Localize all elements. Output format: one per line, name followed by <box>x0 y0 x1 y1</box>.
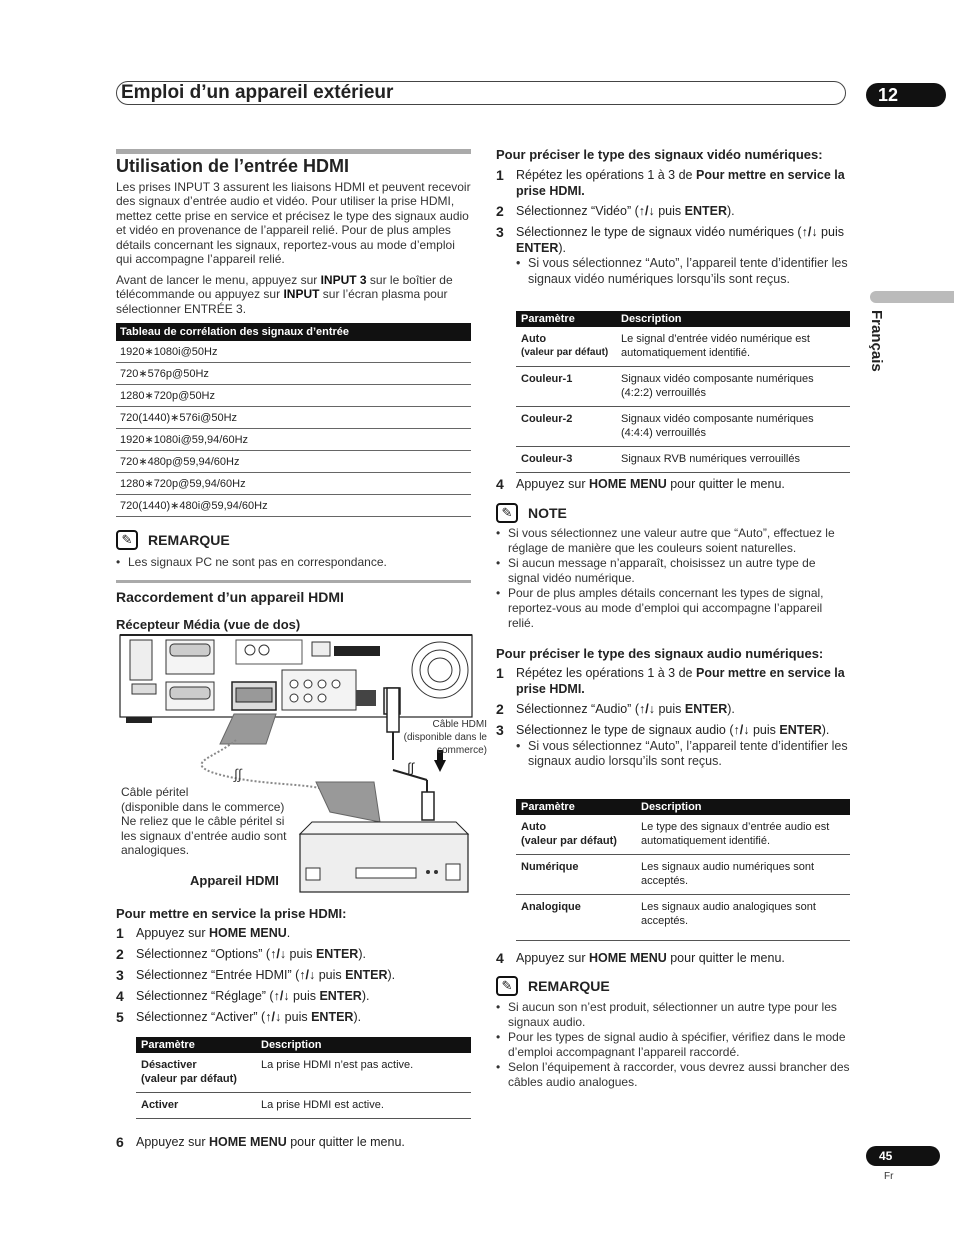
list-item: • Pour de plus amples détails concernant les types de signal, reportez-vous au mode d’emploi qui accompagne l’appareil relié. <box>496 586 824 630</box>
up-down-arrow-icon: ↑/↓ <box>638 702 655 716</box>
table-row: Auto (valeur par défaut) Le signal d’entrée vidéo numérique est automatiquement identifié. <box>516 327 850 367</box>
up-down-arrow-icon: ↑/↓ <box>801 225 818 239</box>
audio-title: Pour préciser le type des signaux audio numériques: <box>496 646 824 661</box>
enable-param-table: Paramètre Description Désactiver (valeur par défaut) La prise HDMI n’est pas active. Activer La prise HDMI est active. <box>136 1037 471 1119</box>
table-row: 1920∗1080i@50Hz <box>116 341 471 363</box>
step-4: 4 Appuyez sur HOME MENU pour quitter le menu. <box>496 476 785 492</box>
language-tab <box>870 291 954 303</box>
table-row: 1280∗720p@50Hz <box>116 385 471 407</box>
step-6: 6 Appuyez sur HOME MENU pour quitter le menu. <box>116 1134 405 1150</box>
note-list <box>496 526 850 631</box>
step-2: 2 Sélectionnez “Options” (↑/↓ puis ENTER). <box>116 946 366 962</box>
page-number: 45 <box>866 1146 940 1166</box>
section-rule <box>116 580 471 583</box>
note-title: NOTE <box>528 505 567 521</box>
svg-text:∫∫: ∫∫ <box>407 760 415 775</box>
table-row: 720(1440)∗480i@59,94/60Hz <box>116 495 471 517</box>
hdmi-device-label: Appareil HDMI <box>190 873 279 888</box>
list-item: • Pour les types de signal audio à spécifier, vérifiez dans le mode d’emploi accompagnant l’appareil raccordé. <box>496 1030 846 1059</box>
table-row: Couleur-1 Signaux vidéo composante numériques (4:2:2) verrouillés <box>516 367 850 407</box>
audio-steps <box>496 666 850 770</box>
enable-title: Pour mettre en service la prise HDMI: <box>116 906 347 921</box>
video-param-table: Paramètre Description Auto (valeur par défaut) Le signal d’entrée vidéo numérique est automatiquement identifié. Couleur-1 Signaux vidéo composante numériques (4:2:2) verrouillés Couleur-2 Signaux vidéo composante numériques (4:4:4) verrouillés Couleur-3 Signaux RVB numériques verrouillés <box>516 311 850 473</box>
step-5: 5 Sélectionnez “Activer” (↑/↓ puis ENTER). <box>116 1009 362 1025</box>
table-row: Analogique Les signaux audio analogiques sont acceptés. <box>516 895 850 941</box>
remark-title: REMARQUE <box>528 978 610 994</box>
section-title: Utilisation de l’entrée HDMI <box>116 156 350 176</box>
up-down-arrow-icon: ↑/↓ <box>638 204 655 218</box>
connection-title: Raccordement d’un appareil HDMI <box>116 589 344 605</box>
audio-param-table: Paramètre Description Auto (valeur par défaut) Le type des signaux d’entrée audio est automatiquement identifié. Numérique Les signaux audio numériques sont acceptés. Analogique Les signaux audio analogiques sont acceptés. <box>516 799 850 941</box>
table-row: Numérique Les signaux audio numériques sont acceptés. <box>516 855 850 895</box>
step-3: 3 Sélectionnez le type de signaux audio (↑/↓ puis ENTER). <box>496 722 830 738</box>
table-row: 720∗480p@59,94/60Hz <box>116 451 471 473</box>
svg-text:∫∫: ∫∫ <box>234 766 242 782</box>
up-down-arrow-icon: ↑/↓ <box>273 989 290 1003</box>
step-4: 4 Appuyez sur HOME MENU pour quitter le menu. <box>496 950 785 966</box>
up-down-arrow-icon: ↑/↓ <box>733 723 750 737</box>
enable-steps <box>116 926 471 1031</box>
list-item: • Les signaux PC ne sont pas en correspondance. <box>116 555 387 569</box>
remark-list <box>496 1000 850 1090</box>
step-1: 1 Appuyez sur HOME MENU. <box>116 925 291 941</box>
list-item: • Si vous sélectionnez “Auto”, l’appareil tente d’identifier les signaux vidéo numériques lorsqu’ils sont reçus. <box>516 256 848 286</box>
section-before-menu: Avant de lancer le menu, appuyez sur INPUT 3 sur le boîtier de télécommande ou appuyez sur INPUT sur l’écran plasma pour sélectionner ENTRÉE 3. <box>116 273 453 316</box>
table-row: Couleur-3 Signaux RVB numériques verrouillés <box>516 447 850 473</box>
correlation-table-header: Tableau de corrélation des signaux d’entrée <box>116 323 471 341</box>
step-1: 1 Répétez les opérations 1 à 3 de Pour mettre en service la prise HDMI. <box>496 665 845 696</box>
hdmi-cable-label: Câble HDMI (disponible dans le commerce) <box>403 719 487 756</box>
list-item: • Selon l’équipement à raccorder, vous devrez aussi brancher des câbles audio analogues. <box>496 1060 850 1089</box>
correlation-table <box>116 323 471 517</box>
up-down-arrow-icon: ↑/↓ <box>299 968 316 982</box>
step-3: 3 Sélectionnez le type de signaux vidéo numériques (↑/↓ puis ENTER). <box>496 224 844 255</box>
page-header-title: Emploi d’un appareil extérieur <box>116 81 846 105</box>
list-item: • Si vous sélectionnez “Auto”, l’appareil tente d’identifier les signaux audio lorsqu’ils sont reçus. <box>516 738 848 768</box>
table-row: Couleur-2 Signaux vidéo composante numériques (4:4:4) verrouillés <box>516 407 850 447</box>
receiver-caption: Récepteur Média (vue de dos) <box>116 617 301 632</box>
table-row: 1280∗720p@59,94/60Hz <box>116 473 471 495</box>
list-item: • Si aucun message n’apparaît, choisissez un autre type de signal vidéo numérique. <box>496 556 816 585</box>
section-rule <box>116 149 471 154</box>
table-row: 720∗576p@50Hz <box>116 363 471 385</box>
pencil-icon: ✎ <box>116 530 138 550</box>
table-row: Désactiver (valeur par défaut) La prise HDMI n’est pas active. <box>136 1053 471 1093</box>
step-1: 1 Répétez les opérations 1 à 3 de Pour mettre en service la prise HDMI. <box>496 167 845 198</box>
table-row: 1920∗1080i@59,94/60Hz <box>116 429 471 451</box>
list-item: • Si aucun son n’est produit, sélectionner un autre type pour les signaux audio. <box>496 1000 837 1029</box>
up-down-arrow-icon: ↑/↓ <box>270 947 287 961</box>
language-tab-label: Français <box>868 310 885 372</box>
table-row: Auto (valeur par défaut) Le type des signaux d’entrée audio est automatiquement identifié. <box>516 815 850 855</box>
chapter-badge: 12 <box>866 83 946 107</box>
pencil-icon: ✎ <box>496 503 518 523</box>
up-down-arrow-icon: ↑/↓ <box>265 1010 282 1024</box>
step-3: 3 Sélectionnez “Entrée HDMI” (↑/↓ puis ENTER). <box>116 967 396 983</box>
step-2: 2 Sélectionnez “Vidéo” (↑/↓ puis ENTER). <box>496 203 735 219</box>
remark-title: REMARQUE <box>148 532 230 548</box>
list-item: • Si vous sélectionnez une valeur autre que “Auto”, effectuez le réglage de manière que les couleurs soient naturelles. <box>496 526 835 555</box>
scart-cable-label: Câble péritel (disponible dans le commerce) Ne reliez que le câble péritel si les signaux d’entrée audio sont analogiques. <box>121 785 287 857</box>
video-steps <box>496 168 850 287</box>
step-4: 4 Sélectionnez “Réglage” (↑/↓ puis ENTER). <box>116 988 370 1004</box>
section-intro: Les prises INPUT 3 assurent les liaisons HDMI et peuvent recevoir des signaux d’entrée audio et vidéo. Pour utiliser la prise HDMI, mettez cette prise en service et précisez le type des signaux audio et vidéo en provenance de l’appareil relié. Pour de plus amples détails concernant les signaux, reportez-vous au mode d’emploi qui accompagne l’appareil relié. <box>116 180 471 267</box>
video-title: Pour préciser le type des signaux vidéo numériques: <box>496 147 823 162</box>
table-row: 720(1440)∗576i@50Hz <box>116 407 471 429</box>
pencil-icon: ✎ <box>496 976 518 996</box>
table-row: Activer La prise HDMI est active. <box>136 1093 471 1119</box>
step-2: 2 Sélectionnez “Audio” (↑/↓ puis ENTER). <box>496 701 735 717</box>
page-language: Fr <box>884 1171 894 1182</box>
